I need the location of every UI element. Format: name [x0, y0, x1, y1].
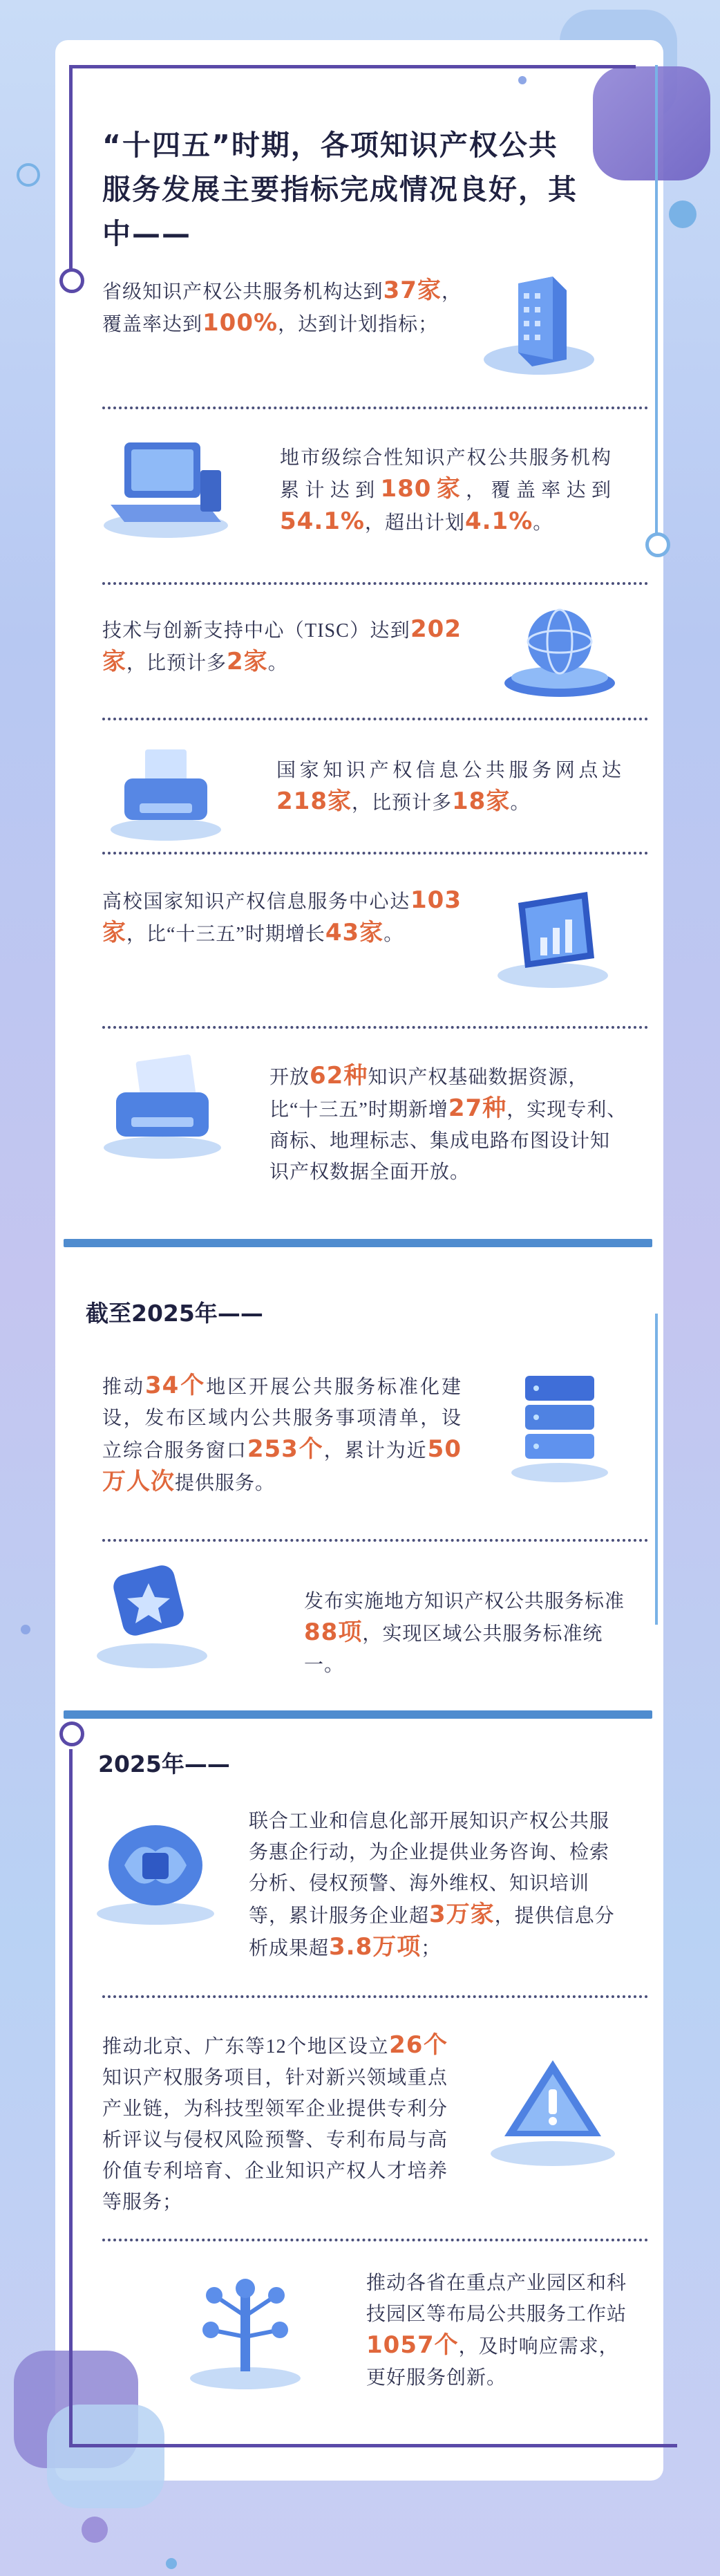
stat-item: 推动各省在重点产业园区和科技园区等布局公共服务工作站1057个，及时响应需求，更好服务创新。 [366, 2272, 627, 2389]
stat-item: 发布实施地方知识产权公共服务标准88项，实现区域公共服务标准统一。 [304, 1591, 625, 1676]
stat-item: 开放62种知识产权基础数据资源，比“十三五”时期新增27种，实现专利、商标、地理标志、集成电路布图设计知识产权数据全面开放。 [269, 1062, 627, 1183]
frame-ring [645, 532, 670, 557]
dotted-divider [102, 718, 648, 720]
decor-shape-bottom-left-light [47, 2405, 164, 2508]
frame-right-line [655, 1314, 658, 1625]
frame-left-line [69, 65, 73, 272]
office-building-icon [477, 263, 601, 380]
stat-item: 推动北京、广东等12个地区设立26个知识产权服务项目，针对新兴领域重点产业链，为科技型领军企业提供专利分析评议与侵权风险预警、专利布局与高价值专利培育、企业知识产权人才培养等服务； [102, 2031, 448, 2213]
globe-icon [498, 600, 622, 704]
stat-item: 省级知识产权公共服务机构达到37家，覆盖率达到100%，达到计划指标； [102, 277, 462, 337]
frame-bottom-line [69, 2444, 677, 2447]
stat-item: 高校国家知识产权信息服务中心达103家，比“十三五”时期增长43家。 [102, 886, 462, 946]
decor-dot [21, 1625, 30, 1634]
document-printer-icon [97, 1051, 228, 1161]
page-title: “十四五”时期，各项知识产权公共服务发展主要指标完成情况良好，其中—— [102, 129, 578, 250]
star-badge-icon [90, 1556, 214, 1673]
decor-dot [518, 76, 527, 84]
stat-item: 推动34个地区开展公共服务标准化建设，发布区域内公共服务事项清单，设立综合服务窗口253个，累计为近50万人次提供服务。 [102, 1372, 462, 1495]
decor-dot [669, 200, 697, 228]
dotted-divider [102, 1539, 648, 1542]
frame-ring [59, 1721, 84, 1746]
section-title: 2025年—— [98, 1751, 230, 1777]
frame-right-line [655, 65, 658, 535]
dotted-divider [102, 1995, 648, 1998]
dotted-divider [102, 2239, 648, 2241]
frame-ring [59, 268, 84, 293]
stat-item: 地市级综合性知识产权公共服务机构累计达到180家，覆盖率达到54.1%，超出计划4.1%。 [280, 447, 612, 535]
computer-workstation-icon [97, 429, 235, 539]
dotted-divider [102, 407, 648, 409]
stat-item: 联合工业和信息化部开展知识产权公共服务惠企行动，为企业提供业务咨询、检索分析、侵权预警、海外维权、知识培训等，累计服务企业超3万家，提供信息分析成果超3.8万项； [249, 1811, 615, 1961]
warning-triangle-icon [484, 2046, 622, 2171]
decor-dot [166, 2558, 177, 2569]
frame-left-line [69, 1749, 73, 2447]
section-title: 截至2025年—— [86, 1300, 263, 1327]
decor-ring [17, 163, 40, 187]
printer-icon [104, 740, 228, 843]
stat-item: 国家知识产权信息公共服务网点达218家，比预计多18家。 [276, 760, 622, 815]
data-screen-icon [491, 882, 615, 993]
frame-top-line [69, 65, 636, 68]
server-stack-icon [504, 1362, 615, 1486]
network-tree-icon [180, 2268, 311, 2392]
section-divider-bar [64, 1239, 652, 1247]
stat-item: 技术与创新支持中心（TISC）达到202家，比预计多2家。 [102, 615, 462, 675]
brain-chip-icon [90, 1810, 221, 1928]
dotted-divider [102, 852, 648, 855]
decor-shape-top-right-purple [593, 66, 710, 180]
decor-dot [82, 2517, 108, 2543]
section-divider-bar [64, 1710, 652, 1719]
dotted-divider [102, 582, 648, 585]
dotted-divider [102, 1026, 648, 1029]
